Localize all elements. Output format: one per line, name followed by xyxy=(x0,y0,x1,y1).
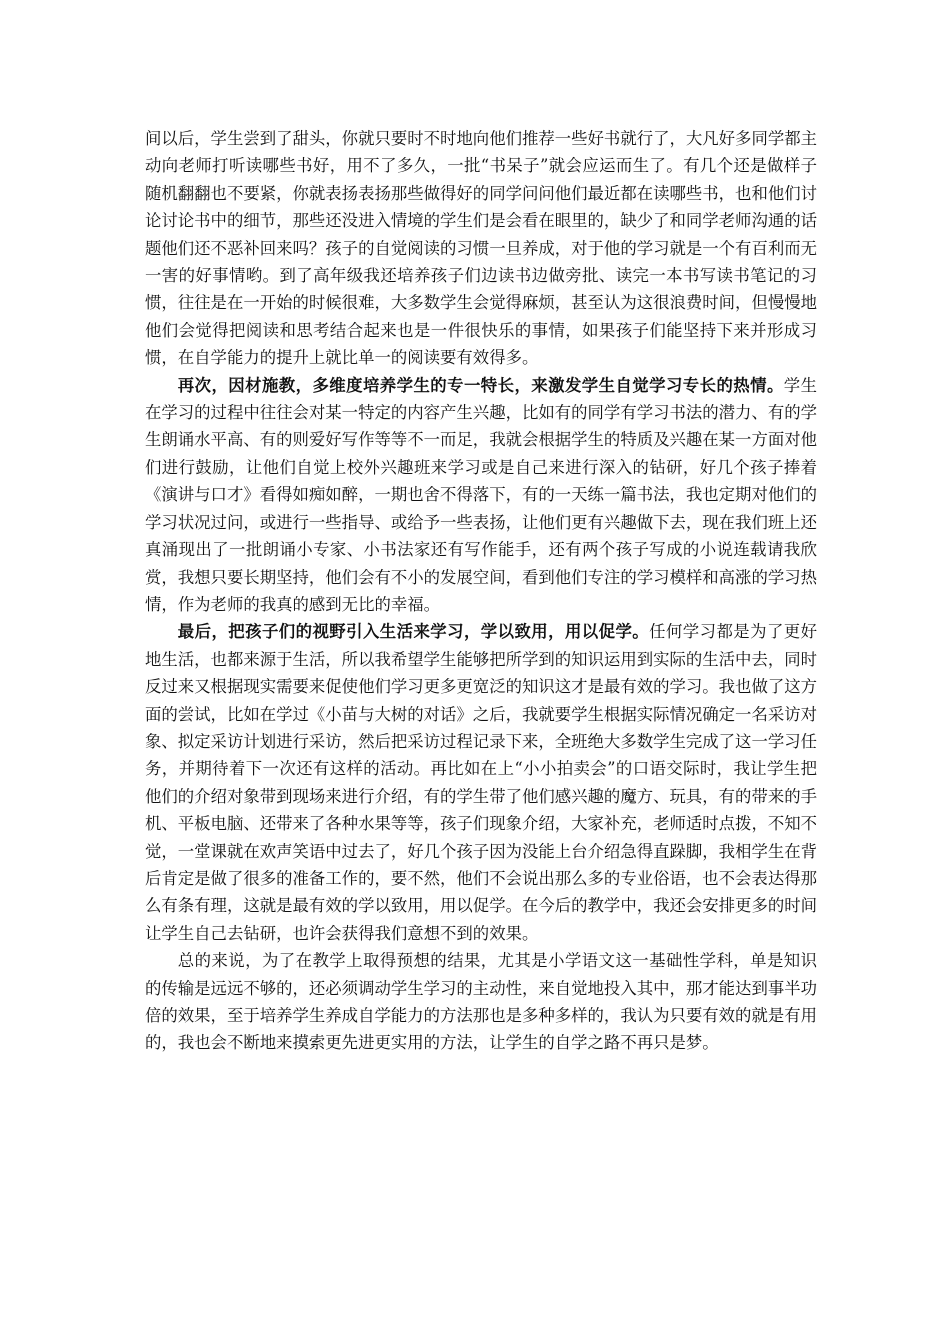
paragraph-conclusion xyxy=(145,947,817,1057)
paragraph-heading-bold: 再次，因材施教，多维度培养学生的专一特长，来激发学生自觉学习专长的热情。 xyxy=(177,375,784,395)
paragraph-final-point xyxy=(145,618,817,947)
paragraph-heading-bold: 最后，把孩子们的视野引入生活来学习，学以致用，用以促学。 xyxy=(177,622,650,642)
paragraph-text: 总的来说，为了在教学上取得预想的结果，尤其是小学语文这一基础性学科，单是知识的传输是远远不够的，还必须调动学生学习的主动性，来自觉地投入其中，那才能达到事半功倍的效果，至于培养学生养成自学能力的方法那也是多种多样的，我认为只要有效的就是有用的，我也会不断地来摸索更先进更实用的方法，让学生的自学之路不再只是梦。 xyxy=(145,951,818,1053)
paragraph-continued xyxy=(145,125,817,372)
paragraph-third-point xyxy=(145,372,817,619)
document-body xyxy=(145,125,817,1057)
paragraph-text: 学生在学习的过程中往往会对某一特定的内容产生兴趣，比如有的同学有学习书法的潜力、有的学生朗诵水平高、有的则爱好写作等等不一而足，我就会根据学生的特质及兴趣在某一方面对他们进行鼓励，让他们自觉上校外兴趣班来学习或是自己来进行深入的钻研，好几个孩子捧着《演讲与口才》看得如痴如醉，一期也舍不得落下，有的一天练一篇书法，我也定期对他们的学习状况过问，或进行一些指导、或给予一些表扬，让他们更有兴趣做下去，现在我们班上还真涌现出了一批朗诵小专家、小书法家还有写作能手，还有两个孩子写成的小说连载请我欣赏，我想只要长期坚持，他们会有不小的发展空间，看到他们专注的学习模样和高涨的学习热情，作为老师的我真的感到无比的幸福。 xyxy=(145,375,818,614)
paragraph-text: 间以后，学生尝到了甜头，你就只要时不时地向他们推荐一些好书就行了，大凡好多同学都主动向老师打听读哪些书好，用不了多久，一批“书呆子”就会应运而生了。有几个还是做样子随机翻翻也不要紧，你就表扬表扬那些做得好的同学问问他们最近都在读哪些书，也和他们讨论讨论书中的细节，那些还没进入情境的学生们是会看在眼里的，缺少了和同学老师沟通的话题他们还不恶补回来吗？孩子的自觉阅读的习惯一旦养成，对于他的学习就是一个有百利而无一害的好事情哟。到了高年级我还培养孩子们边读书边做旁批、读完一本书写读书笔记的习惯，往往是在一开始的时候很难，大多数学生会觉得麻烦，甚至认为这很浪费时间，但慢慢地他们会觉得把阅读和思考结合起来也是一件很快乐的事情，如果孩子们能坚持下来并形成习惯，在自学能力的提升上就比单一的阅读要有效得多。 xyxy=(145,129,818,368)
paragraph-text: 任何学习都是为了更好地生活，也都来源于生活，所以我希望学生能够把所学到的知识运用到实际的生活中去，同时反过来又根据现实需要来促使他们学习更多更宽泛的知识这才是最有效的学习。我也做了这方面的尝试，比如在学过《小苗与大树的对话》之后，我就要学生根据实际情况确定一名采访对象、拟定采访计划进行采访，然后把采访过程记录下来，全班绝大多数学生完成了这一学习任务，并期待着下一次还有这样的活动。再比如在上“小小拍卖会”的口语交际时，我让学生把他们的介绍对象带到现场来进行介绍，有的学生带了他们感兴趣的魔方、玩具，有的带来的手机、平板电脑、还带来了各种水果等等，孩子们现象介绍，大家补充，老师适时点拨，不知不觉，一堂课就在欢声笑语中过去了，好几个孩子因为没能上台介绍急得直跺脚，我相学生在背后肯定是做了很多的准备工作的，要不然，他们不会说出那么多的专业俗语，也不会表达得那么有条有理，这就是最有效的学以致用，用以促学。在今后的教学中，我还会安排更多的时间让学生自己去钻研，也许会获得我们意想不到的效果。 xyxy=(145,622,818,943)
